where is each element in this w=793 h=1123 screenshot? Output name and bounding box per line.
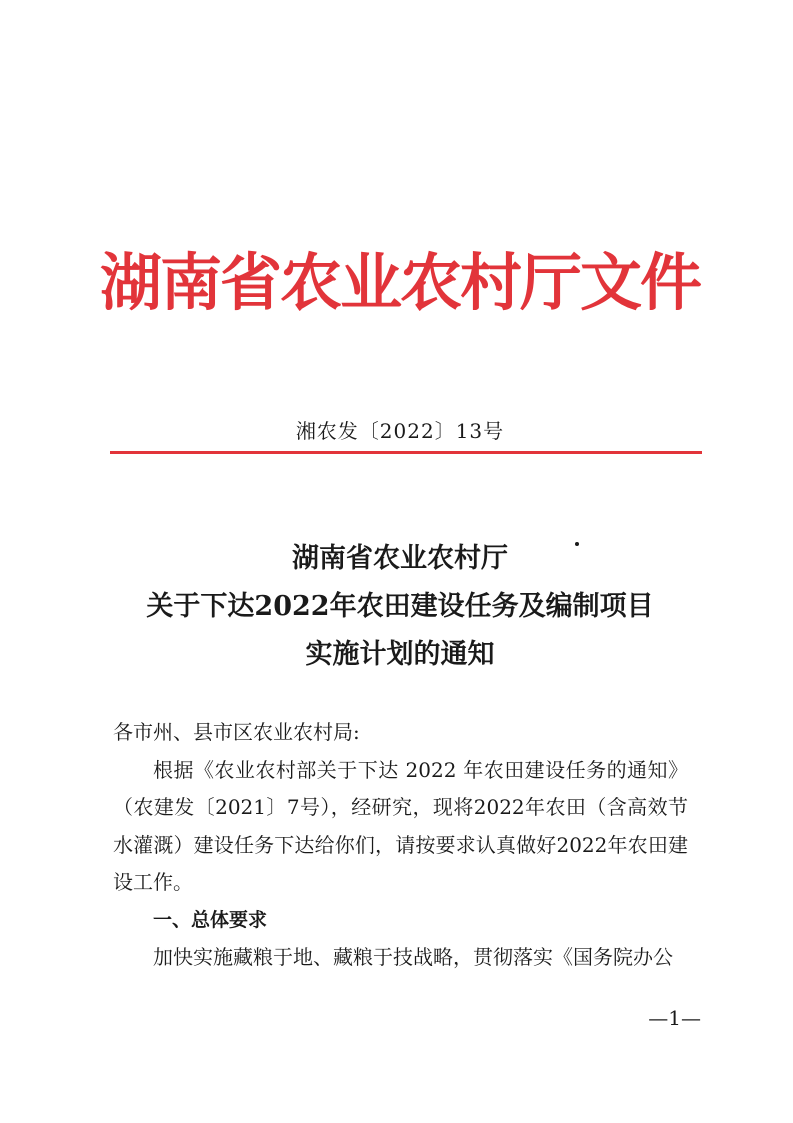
title-line-2: 关于下达2022年农田建设任务及编制项目 <box>146 591 654 622</box>
document-body <box>113 714 688 977</box>
document-number: 湘农发〔2022〕13号 <box>295 419 505 443</box>
title-line-3: 实施计划的通知 <box>305 639 495 670</box>
document-title <box>80 535 720 679</box>
body-paragraph-1: 根据《农业农村部关于下达 2022 年农田建设任务的通知》（农建发〔2021〕7号），经研究，现将2022年农田（含高效节水灌溉）建设任务下达给你们，请按要求认真做好2022年农田建设工作。 <box>113 757 688 894</box>
red-separator-line <box>110 451 702 454</box>
stray-dot-mark <box>575 542 579 546</box>
section-heading-1: 一、总体要求 <box>153 908 268 931</box>
page-number: —1— <box>648 1006 701 1030</box>
issuing-authority-header: 湖南省农业农村厅文件 <box>100 246 701 319</box>
body-paragraph-2: 加快实施藏粮于地、藏粮于技战略，贯彻落实《国务院办公 <box>153 945 673 969</box>
salutation: 各市州、县市区农业农村局: <box>113 720 360 744</box>
title-line-1: 湖南省农业农村厅 <box>292 543 508 574</box>
